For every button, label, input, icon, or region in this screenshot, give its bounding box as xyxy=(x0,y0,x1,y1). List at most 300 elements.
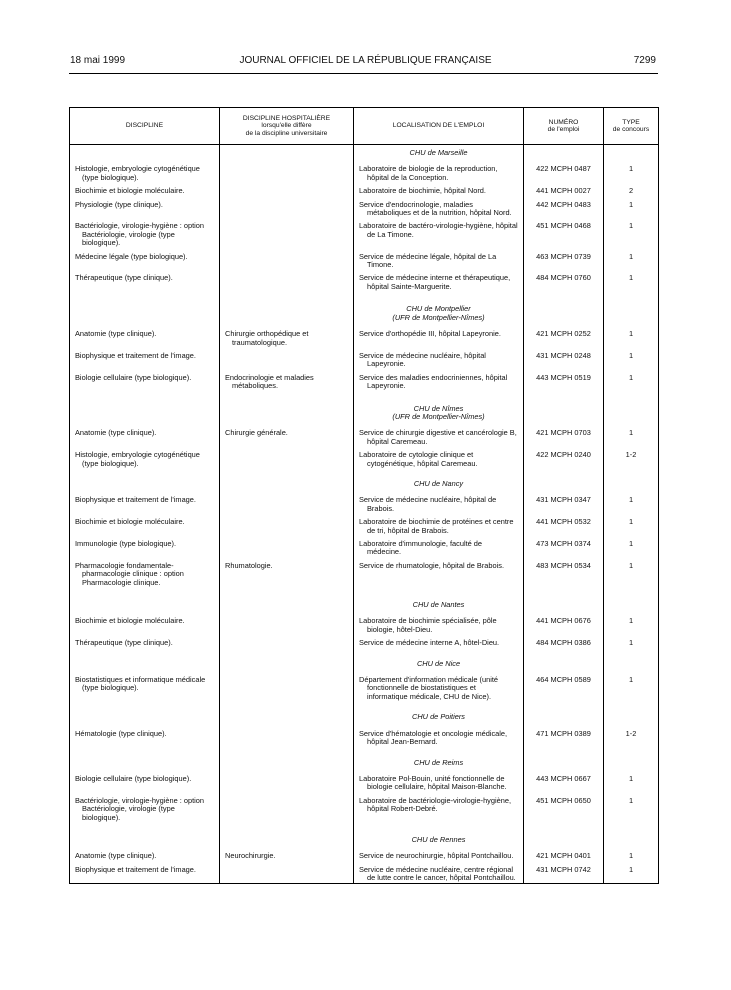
section-title: CHU de Rennes xyxy=(411,834,466,844)
empty-cell xyxy=(220,145,354,166)
cell-numero xyxy=(524,352,604,374)
col-type xyxy=(604,108,659,145)
cell-type xyxy=(604,676,659,701)
empty-cell xyxy=(524,701,604,729)
type-text: 1 xyxy=(628,638,634,648)
table-row xyxy=(70,222,659,252)
cell-numero xyxy=(524,676,604,701)
section-title: CHU de Montpellier xyxy=(406,304,471,314)
localisation-text: Laboratoire de biologie de la reproduction, hôpital de la Conception. xyxy=(359,164,498,182)
col-discipline-label: DISCIPLINE xyxy=(125,122,164,130)
empty-cell xyxy=(604,391,659,430)
col-discipline xyxy=(70,108,220,145)
cell-discipline xyxy=(70,676,220,701)
empty-cell xyxy=(604,587,659,617)
cell-type xyxy=(604,330,659,352)
cell-localisation xyxy=(354,797,524,822)
cell-type xyxy=(604,866,659,883)
cell-type xyxy=(604,775,659,797)
cell-hospitaliere xyxy=(220,852,354,865)
cell-type xyxy=(604,562,659,587)
section-row xyxy=(70,822,659,852)
cell-numero xyxy=(524,496,604,518)
section-heading xyxy=(354,648,524,676)
section-row xyxy=(70,145,659,166)
table-row xyxy=(70,852,659,865)
issue-date: 18 mai 1999 xyxy=(70,55,126,66)
empty-cell xyxy=(70,648,220,676)
type-text: 1 xyxy=(628,199,634,209)
type-text: 2 xyxy=(628,186,634,196)
type-text: 1 xyxy=(628,372,634,382)
cell-numero xyxy=(524,775,604,797)
cell-numero xyxy=(524,187,604,200)
localisation-text: Laboratoire de bactériologie-virologie-hygiène, hôpital Robert-Debré. xyxy=(359,795,512,814)
type-text: 1 xyxy=(628,273,634,283)
discipline-text: Biochimie et biologie moléculaire. xyxy=(75,186,185,196)
localisation-text: Service de médecine nucléaire, hôpital de Brabois. xyxy=(359,495,497,513)
cell-localisation xyxy=(354,540,524,562)
cell-hospitaliere xyxy=(220,352,354,374)
empty-cell xyxy=(604,701,659,729)
cell-localisation xyxy=(354,274,524,291)
cell-hospitaliere xyxy=(220,562,354,587)
hospitaliere-text: Neurochirurgie. xyxy=(225,851,276,861)
empty-cell xyxy=(524,587,604,617)
cell-numero xyxy=(524,165,604,187)
cell-localisation xyxy=(354,352,524,374)
empty-cell xyxy=(70,587,220,617)
cell-localisation xyxy=(354,775,524,797)
type-text: 1 xyxy=(628,164,634,174)
localisation-text: Laboratoire de cytologie clinique et cytogénétique, hôpital Caremeau. xyxy=(359,450,478,468)
localisation-text: Laboratoire d'immunologie, faculté de médecine. xyxy=(359,539,483,557)
table-row xyxy=(70,866,659,883)
section-title: CHU de Marseille xyxy=(409,148,468,157)
cell-numero xyxy=(524,797,604,822)
cell-hospitaliere xyxy=(220,201,354,223)
cell-numero xyxy=(524,866,604,883)
table-row xyxy=(70,274,659,291)
section-row xyxy=(70,747,659,775)
cell-localisation xyxy=(354,730,524,747)
type-text: 1 xyxy=(628,851,634,861)
cell-type xyxy=(604,540,659,562)
table-row xyxy=(70,540,659,562)
discipline-text: Histologie, embryologie cytogénétique (type biologique). xyxy=(75,164,200,182)
cell-numero xyxy=(524,330,604,352)
numero-text: 442 MCPH 0483 xyxy=(536,199,591,209)
cell-hospitaliere xyxy=(220,187,354,200)
localisation-text: Service de médecine nucléaire, centre régional de lutte contre le cancer, hôpital Pontchaillou. xyxy=(359,864,516,883)
page-header xyxy=(0,55,731,71)
section-heading xyxy=(354,391,524,430)
col-hospitaliere-line: DISCIPLINE HOSPITALIÈRE xyxy=(242,114,331,122)
empty-cell xyxy=(220,291,354,330)
localisation-text: Laboratoire Pol-Bouin, unité fonctionnelle de biologie cellulaire, hôpital Maison-Blanche. xyxy=(359,773,507,792)
numero-text: 441 MCPH 0532 xyxy=(536,517,591,527)
cell-discipline xyxy=(70,540,220,562)
numero-text: 431 MCPH 0248 xyxy=(536,350,591,360)
localisation-text: Service des maladies endocriniennes, hôpital Lapeyronie. xyxy=(359,372,508,391)
hospitaliere-text: Endocrinologie et maladies métaboliques. xyxy=(225,372,314,391)
cell-localisation xyxy=(354,222,524,252)
numero-text: 464 MCPH 0589 xyxy=(536,675,591,685)
discipline-text: Pharmacologie fondamentale-pharmacologie clinique : option Pharmacologie clinique. xyxy=(75,560,184,587)
empty-cell xyxy=(220,468,354,496)
type-text: 1 xyxy=(628,675,634,685)
section-heading xyxy=(354,822,524,852)
cell-numero xyxy=(524,518,604,540)
empty-cell xyxy=(604,648,659,676)
cell-localisation xyxy=(354,562,524,587)
type-text: 1 xyxy=(628,864,634,874)
col-type-line: TYPE xyxy=(622,118,640,126)
type-text: 1 xyxy=(628,251,634,261)
hospitaliere-text: Rhumatologie. xyxy=(225,560,273,570)
table-row xyxy=(70,201,659,223)
empty-cell xyxy=(524,145,604,166)
section-row xyxy=(70,648,659,676)
numero-text: 441 MCPH 0027 xyxy=(536,186,591,196)
cell-type xyxy=(604,496,659,518)
localisation-text: Laboratoire de biochimie, hôpital Nord. xyxy=(359,186,486,196)
cell-type xyxy=(604,274,659,291)
table-row xyxy=(70,730,659,747)
positions-table xyxy=(69,107,659,884)
empty-cell xyxy=(220,822,354,852)
empty-cell xyxy=(524,468,604,496)
type-text: 1-2 xyxy=(625,728,637,738)
cell-numero xyxy=(524,253,604,275)
cell-type xyxy=(604,374,659,391)
section-subtitle: (UFR de Montpellier-Nîmes) xyxy=(392,312,485,322)
numero-text: 484 MCPH 0760 xyxy=(536,273,591,283)
numero-text: 483 MCPH 0534 xyxy=(536,560,591,570)
cell-hospitaliere xyxy=(220,797,354,822)
table-row xyxy=(70,352,659,374)
section-title: CHU de Nice xyxy=(416,658,461,668)
localisation-text: Service de chirurgie digestive et cancérologie B, hôpital Caremeau. xyxy=(359,428,517,446)
cell-localisation xyxy=(354,676,524,701)
discipline-text: Biochimie et biologie moléculaire. xyxy=(75,616,185,626)
col-localisation xyxy=(354,108,524,145)
cell-numero xyxy=(524,201,604,223)
cell-discipline xyxy=(70,451,220,468)
cell-hospitaliere xyxy=(220,274,354,291)
empty-cell xyxy=(70,822,220,852)
type-text: 1 xyxy=(628,350,634,360)
cell-localisation xyxy=(354,496,524,518)
cell-hospitaliere xyxy=(220,165,354,187)
table-row xyxy=(70,165,659,187)
localisation-text: Service d'endocrinologie, maladies métaboliques et de la nutrition, hôpital Nord. xyxy=(359,199,512,218)
numero-text: 431 MCPH 0347 xyxy=(536,495,591,505)
cell-numero xyxy=(524,222,604,252)
cell-numero xyxy=(524,562,604,587)
empty-cell xyxy=(604,291,659,330)
section-title: CHU de Reims xyxy=(413,757,464,767)
section-row xyxy=(70,291,659,330)
cell-type xyxy=(604,429,659,451)
cell-type xyxy=(604,730,659,747)
discipline-text: Biophysique et traitement de l'image. xyxy=(75,350,196,360)
section-title: CHU de Nancy xyxy=(413,478,464,488)
numero-text: 441 MCPH 0676 xyxy=(536,616,591,626)
col-numero-line: NUMÉRO xyxy=(548,118,579,126)
localisation-text: Service de médecine nucléaire, hôpital Lapeyronie. xyxy=(359,350,486,369)
cell-type xyxy=(604,617,659,639)
cell-discipline xyxy=(70,775,220,797)
cell-localisation xyxy=(354,187,524,200)
cell-hospitaliere xyxy=(220,775,354,797)
numero-text: 422 MCPH 0487 xyxy=(536,164,591,174)
empty-cell xyxy=(604,145,659,166)
hospitaliere-text: Chirurgie générale. xyxy=(225,428,288,438)
discipline-text: Anatomie (type clinique). xyxy=(75,329,157,339)
section-row xyxy=(70,701,659,729)
cell-discipline xyxy=(70,562,220,587)
table-body xyxy=(70,145,659,884)
table-row xyxy=(70,253,659,275)
empty-cell xyxy=(524,648,604,676)
empty-cell xyxy=(604,747,659,775)
cell-type xyxy=(604,797,659,822)
discipline-text: Biophysique et traitement de l'image. xyxy=(75,864,196,874)
cell-localisation xyxy=(354,253,524,275)
cell-type xyxy=(604,201,659,223)
cell-hospitaliere xyxy=(220,730,354,747)
type-text: 1 xyxy=(628,495,634,505)
discipline-text: Immunologie (type biologique). xyxy=(75,539,177,548)
empty-cell xyxy=(604,822,659,852)
cell-hospitaliere xyxy=(220,540,354,562)
empty-cell xyxy=(524,822,604,852)
cell-discipline xyxy=(70,617,220,639)
numero-text: 451 MCPH 0468 xyxy=(536,221,591,231)
cell-numero xyxy=(524,429,604,451)
discipline-text: Biophysique et traitement de l'image. xyxy=(75,495,196,505)
discipline-text: Anatomie (type clinique). xyxy=(75,428,157,438)
empty-cell xyxy=(220,701,354,729)
hospitaliere-text: Chirurgie orthopédique et traumatologique. xyxy=(225,329,309,347)
discipline-text: Hématologie (type clinique). xyxy=(75,728,167,738)
table-row xyxy=(70,518,659,540)
cell-discipline xyxy=(70,852,220,865)
discipline-text: Biostatistiques et informatique médicale (type biologique). xyxy=(75,675,206,693)
table-row xyxy=(70,617,659,639)
localisation-text: Service de médecine légale, hôpital de La Timone. xyxy=(359,251,497,270)
cell-discipline xyxy=(70,352,220,374)
col-hospitaliere xyxy=(220,108,354,145)
numero-text: 451 MCPH 0650 xyxy=(536,795,591,805)
type-text: 1 xyxy=(628,428,634,438)
table-row xyxy=(70,562,659,587)
type-text: 1 xyxy=(628,539,634,548)
type-text: 1 xyxy=(628,221,634,231)
table-row xyxy=(70,330,659,352)
localisation-text: Service de neurochirurgie, hôpital Pontchaillou. xyxy=(359,851,514,861)
section-title: CHU de Poitiers xyxy=(412,712,465,722)
localisation-text: Département d'information médicale (unité fonctionnelle de biostatistiques et informatique médicale, CHU de Nice). xyxy=(359,675,499,701)
empty-cell xyxy=(70,701,220,729)
cell-discipline xyxy=(70,866,220,883)
numero-text: 421 MCPH 0703 xyxy=(536,428,591,438)
section-row xyxy=(70,587,659,617)
cell-hospitaliere xyxy=(220,429,354,451)
localisation-text: Service de rhumatologie, hôpital de Brabois. xyxy=(359,560,505,570)
cell-type xyxy=(604,639,659,647)
empty-cell xyxy=(604,468,659,496)
cell-hospitaliere xyxy=(220,639,354,647)
cell-type xyxy=(604,187,659,200)
numero-text: 443 MCPH 0519 xyxy=(536,372,591,382)
table-header-row xyxy=(70,108,659,145)
discipline-text: Biologie cellulaire (type biologique). xyxy=(75,773,192,783)
cell-numero xyxy=(524,540,604,562)
type-text: 1 xyxy=(628,560,634,570)
section-heading xyxy=(354,291,524,330)
localisation-text: Service de médecine interne et thérapeutique, hôpital Sainte-Marguerite. xyxy=(359,273,511,291)
section-heading xyxy=(354,701,524,729)
col-type-line: de concours xyxy=(612,126,650,133)
cell-hospitaliere xyxy=(220,330,354,352)
cell-hospitaliere xyxy=(220,518,354,540)
cell-discipline xyxy=(70,222,220,252)
section-heading xyxy=(354,468,524,496)
section-heading xyxy=(354,747,524,775)
cell-hospitaliere xyxy=(220,222,354,252)
cell-discipline xyxy=(70,496,220,518)
localisation-text: Service de médecine interne A, hôtel-Dieu. xyxy=(359,638,500,648)
cell-discipline xyxy=(70,253,220,275)
cell-discipline xyxy=(70,187,220,200)
localisation-text: Laboratoire de biochimie de protéines et centre de tri, hôpital de Brabois. xyxy=(359,517,514,535)
type-text: 1-2 xyxy=(625,450,637,460)
cell-localisation xyxy=(354,201,524,223)
cell-hospitaliere xyxy=(220,374,354,391)
table-row xyxy=(70,496,659,518)
cell-numero xyxy=(524,274,604,291)
journal-title: JOURNAL OFFICIEL DE LA RÉPUBLIQUE FRANÇAISE xyxy=(239,55,492,66)
cell-localisation xyxy=(354,374,524,391)
discipline-text: Histologie, embryologie cytogénétique (type biologique). xyxy=(75,450,200,468)
cell-hospitaliere xyxy=(220,451,354,468)
empty-cell xyxy=(524,391,604,430)
cell-numero xyxy=(524,852,604,865)
numero-text: 421 MCPH 0252 xyxy=(536,329,591,339)
table-row xyxy=(70,639,659,647)
cell-localisation xyxy=(354,330,524,352)
cell-localisation xyxy=(354,451,524,468)
cell-localisation xyxy=(354,852,524,865)
cell-type xyxy=(604,518,659,540)
table-row xyxy=(70,451,659,468)
section-title: CHU de Nantes xyxy=(412,600,465,610)
discipline-text: Thérapeutique (type clinique). xyxy=(75,273,173,283)
cell-localisation xyxy=(354,866,524,883)
cell-type xyxy=(604,253,659,275)
discipline-text: Bactériologie, virologie-hygiène : option Bactériologie, virologie (type biologique). xyxy=(75,795,205,822)
cell-discipline xyxy=(70,201,220,223)
cell-hospitaliere xyxy=(220,253,354,275)
cell-type xyxy=(604,165,659,187)
section-subtitle: (UFR de Montpellier-Nîmes) xyxy=(392,411,485,421)
page-number: 7299 xyxy=(633,55,656,66)
discipline-text: Biochimie et biologie moléculaire. xyxy=(75,517,185,527)
col-numero-line: de l'emploi xyxy=(547,126,580,133)
type-text: 1 xyxy=(628,773,634,783)
cell-discipline xyxy=(70,518,220,540)
cell-numero xyxy=(524,639,604,647)
empty-cell xyxy=(70,747,220,775)
table-row xyxy=(70,797,659,822)
empty-cell xyxy=(70,468,220,496)
cell-numero xyxy=(524,617,604,639)
cell-localisation xyxy=(354,165,524,187)
empty-cell xyxy=(70,145,220,166)
empty-cell xyxy=(70,291,220,330)
type-text: 1 xyxy=(628,517,634,527)
numero-text: 471 MCPH 0389 xyxy=(536,728,591,738)
localisation-text: Laboratoire de bactéro-virologie-hygiène, hôpital de La Timone. xyxy=(359,221,518,239)
localisation-text: Service d'hématologie et oncologie médicale, hôpital Jean-Bernard. xyxy=(359,728,508,747)
numero-text: 421 MCPH 0401 xyxy=(536,851,591,861)
cell-hospitaliere xyxy=(220,676,354,701)
numero-text: 463 MCPH 0739 xyxy=(536,251,591,261)
header-rule xyxy=(69,73,658,74)
col-hospitaliere-line: de la discipline universitaire xyxy=(245,129,328,137)
empty-cell xyxy=(220,391,354,430)
section-heading xyxy=(354,145,524,166)
discipline-text: Anatomie (type clinique). xyxy=(75,851,157,861)
cell-type xyxy=(604,222,659,252)
table-row xyxy=(70,775,659,797)
numero-text: 484 MCPH 0386 xyxy=(536,638,591,648)
discipline-text: Médecine légale (type biologique). xyxy=(75,251,188,261)
cell-discipline xyxy=(70,374,220,391)
cell-type xyxy=(604,451,659,468)
cell-discipline xyxy=(70,730,220,747)
type-text: 1 xyxy=(628,329,634,339)
cell-hospitaliere xyxy=(220,866,354,883)
cell-discipline xyxy=(70,429,220,451)
cell-discipline xyxy=(70,639,220,647)
cell-discipline xyxy=(70,330,220,352)
numero-text: 443 MCPH 0667 xyxy=(536,773,591,783)
empty-cell xyxy=(220,587,354,617)
cell-localisation xyxy=(354,639,524,647)
numero-text: 431 MCPH 0742 xyxy=(536,864,591,874)
numero-text: 422 MCPH 0240 xyxy=(536,450,591,460)
empty-cell xyxy=(220,747,354,775)
cell-type xyxy=(604,352,659,374)
localisation-text: Service d'orthopédie III, hôpital Lapeyronie. xyxy=(359,329,501,339)
cell-hospitaliere xyxy=(220,617,354,639)
section-heading xyxy=(354,587,524,617)
empty-cell xyxy=(524,291,604,330)
numero-text: 473 MCPH 0374 xyxy=(536,539,591,548)
type-text: 1 xyxy=(628,795,634,805)
section-row xyxy=(70,468,659,496)
discipline-text: Biologie cellulaire (type biologique). xyxy=(75,372,192,382)
localisation-text: Laboratoire de biochimie spécialisée, pôle biologie, hôtel-Dieu. xyxy=(359,616,497,634)
cell-localisation xyxy=(354,617,524,639)
discipline-text: Bactériologie, virologie-hygiène : option Bactériologie, virologie (type biologique). xyxy=(75,221,205,248)
cell-type xyxy=(604,852,659,865)
cell-numero xyxy=(524,451,604,468)
col-hospitaliere-line: lorsqu'elle diffère xyxy=(261,122,312,130)
